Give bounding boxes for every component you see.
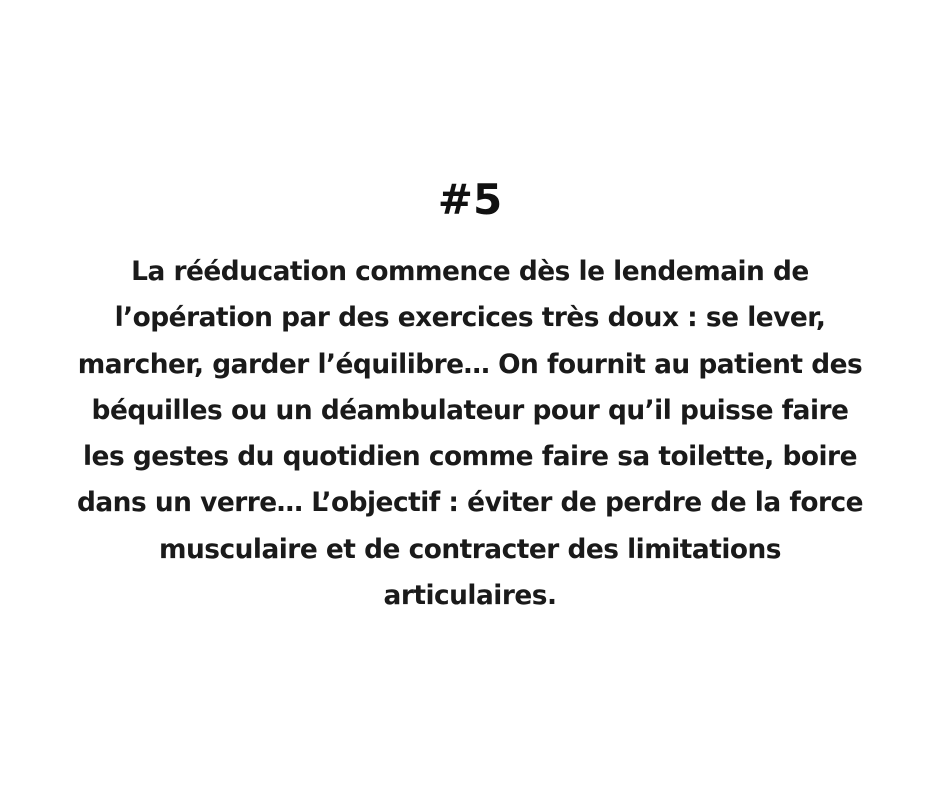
tip-number: #5 [437, 175, 503, 224]
tip-body-line: les gestes du quotidien comme faire sa toilette, boire [83, 441, 857, 473]
tip-body-line: musculaire et de contracter des limitations [158, 533, 781, 565]
tip-body-line: articulaires. [383, 580, 557, 612]
tip-body-line: La rééducation commence dès le lendemain de [131, 256, 809, 287]
tip-body-line: dans un verre… L’objectif : éviter de perdre de la force [76, 487, 864, 519]
tip-body-line: l’opération par des exercices très doux : se lever, [114, 302, 826, 334]
tip-body-line: béquilles ou un déambulateur pour qu’il puisse faire [91, 394, 849, 426]
tip-body-line: marcher, garder l’équilibre… On fournit au patient des [77, 348, 863, 380]
tip-body [50, 249, 890, 619]
